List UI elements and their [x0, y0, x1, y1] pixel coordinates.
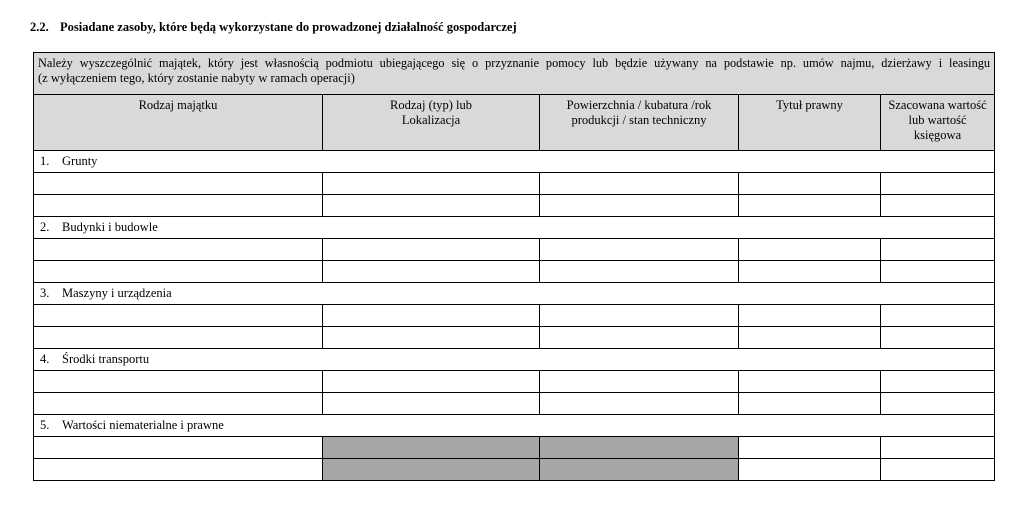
category-name: Grunty: [62, 154, 98, 168]
input-cell[interactable]: [540, 195, 739, 217]
input-cell[interactable]: [739, 261, 881, 283]
intro-line-2: (z wyłączeniem tego, który zostanie nabyty w ramach operacji): [38, 71, 355, 85]
intro-line-1: Należy wyszczególnić majątek, który jest własnością podmiotu ubiegającego się o przyznanie pomocy lub będzie używany na podstawie np. umów najmu, dzierżawy i leasingu: [38, 56, 991, 70]
disabled-cell: [540, 459, 739, 481]
input-cell[interactable]: [881, 195, 995, 217]
input-cell[interactable]: [881, 305, 995, 327]
category-name: Wartości niematerialne i prawne: [62, 418, 224, 432]
input-cell[interactable]: [881, 371, 995, 393]
column-header-row: [34, 95, 995, 151]
input-cell[interactable]: [540, 393, 739, 415]
column-header-line: księgowa: [913, 128, 962, 142]
input-cell[interactable]: [540, 327, 739, 349]
category-number: 2.: [40, 220, 50, 234]
column-header-line: Rodzaj majątku: [138, 98, 218, 112]
category-name: Środki transportu: [62, 352, 150, 366]
column-header-line: Powierzchnia / kubatura /rok: [566, 98, 712, 112]
section-heading: [30, 20, 517, 35]
disabled-cell: [323, 437, 540, 459]
input-cell[interactable]: [34, 261, 323, 283]
table-row: [34, 459, 995, 481]
input-cell[interactable]: [739, 305, 881, 327]
input-cell[interactable]: [739, 393, 881, 415]
input-cell[interactable]: [323, 239, 540, 261]
category-row-machinery: [34, 283, 995, 305]
column-header-line: produkcji / stan techniczny: [571, 113, 707, 127]
column-header-line: Szacowana wartość: [888, 98, 987, 112]
input-cell[interactable]: [881, 239, 995, 261]
category-name: Maszyny i urządzenia: [62, 286, 172, 300]
section-number: 2.2.: [30, 20, 49, 34]
category-name: Budynki i budowle: [62, 220, 158, 234]
input-cell[interactable]: [881, 459, 995, 481]
input-cell[interactable]: [881, 261, 995, 283]
input-cell[interactable]: [34, 371, 323, 393]
input-cell[interactable]: [34, 239, 323, 261]
disabled-cell: [323, 459, 540, 481]
input-cell[interactable]: [739, 327, 881, 349]
table-row: [34, 239, 995, 261]
input-cell[interactable]: [881, 327, 995, 349]
input-cell[interactable]: [323, 393, 540, 415]
input-cell[interactable]: [540, 305, 739, 327]
input-cell[interactable]: [34, 437, 323, 459]
input-cell[interactable]: [540, 371, 739, 393]
input-cell[interactable]: [739, 459, 881, 481]
table-row: [34, 371, 995, 393]
category-number: 1.: [40, 154, 50, 168]
input-cell[interactable]: [739, 437, 881, 459]
section-title: Posiadane zasoby, które będą wykorzystane do prowadzonej działalność gospodarczej: [60, 20, 517, 34]
input-cell[interactable]: [881, 437, 995, 459]
input-cell[interactable]: [34, 195, 323, 217]
category-row-buildings: [34, 217, 995, 239]
intro-text: [34, 53, 995, 95]
input-cell[interactable]: [540, 239, 739, 261]
input-cell[interactable]: [739, 173, 881, 195]
category-label: [34, 415, 995, 437]
column-header-asset-type: [34, 95, 323, 151]
column-header-legal-title: [739, 95, 881, 151]
category-row-intangibles: [34, 415, 995, 437]
input-cell[interactable]: [739, 371, 881, 393]
category-label: [34, 283, 995, 305]
column-header-estimated-value: [881, 95, 995, 151]
input-cell[interactable]: [34, 459, 323, 481]
table-row: [34, 393, 995, 415]
input-cell[interactable]: [739, 195, 881, 217]
category-row-land: [34, 151, 995, 173]
input-cell[interactable]: [34, 173, 323, 195]
table-row: [34, 437, 995, 459]
input-cell[interactable]: [881, 173, 995, 195]
category-number: 4.: [40, 352, 50, 366]
input-cell[interactable]: [323, 173, 540, 195]
column-header-area-volume: [540, 95, 739, 151]
table-row: [34, 261, 995, 283]
input-cell[interactable]: [34, 327, 323, 349]
input-cell[interactable]: [323, 371, 540, 393]
input-cell[interactable]: [34, 393, 323, 415]
table-row: [34, 195, 995, 217]
input-cell[interactable]: [739, 239, 881, 261]
category-number: 5.: [40, 418, 50, 432]
table-row: [34, 305, 995, 327]
input-cell[interactable]: [323, 327, 540, 349]
assets-table: [33, 52, 995, 481]
column-header-line: Tytuł prawny: [776, 98, 843, 112]
table-row: [34, 327, 995, 349]
input-cell[interactable]: [323, 195, 540, 217]
input-cell[interactable]: [540, 173, 739, 195]
column-header-line: lub wartość: [908, 113, 967, 127]
input-cell[interactable]: [34, 305, 323, 327]
category-label: [34, 349, 995, 371]
category-number: 3.: [40, 286, 50, 300]
category-label: [34, 217, 995, 239]
category-row-transport: [34, 349, 995, 371]
disabled-cell: [540, 437, 739, 459]
input-cell[interactable]: [881, 393, 995, 415]
category-label: [34, 151, 995, 173]
column-header-type-location: [323, 95, 540, 151]
input-cell[interactable]: [323, 261, 540, 283]
input-cell[interactable]: [540, 261, 739, 283]
table-row: [34, 173, 995, 195]
column-header-line: Rodzaj (typ) lub: [390, 98, 472, 112]
column-header-line: Lokalizacja: [401, 113, 461, 127]
input-cell[interactable]: [323, 305, 540, 327]
intro-row: [34, 53, 995, 95]
